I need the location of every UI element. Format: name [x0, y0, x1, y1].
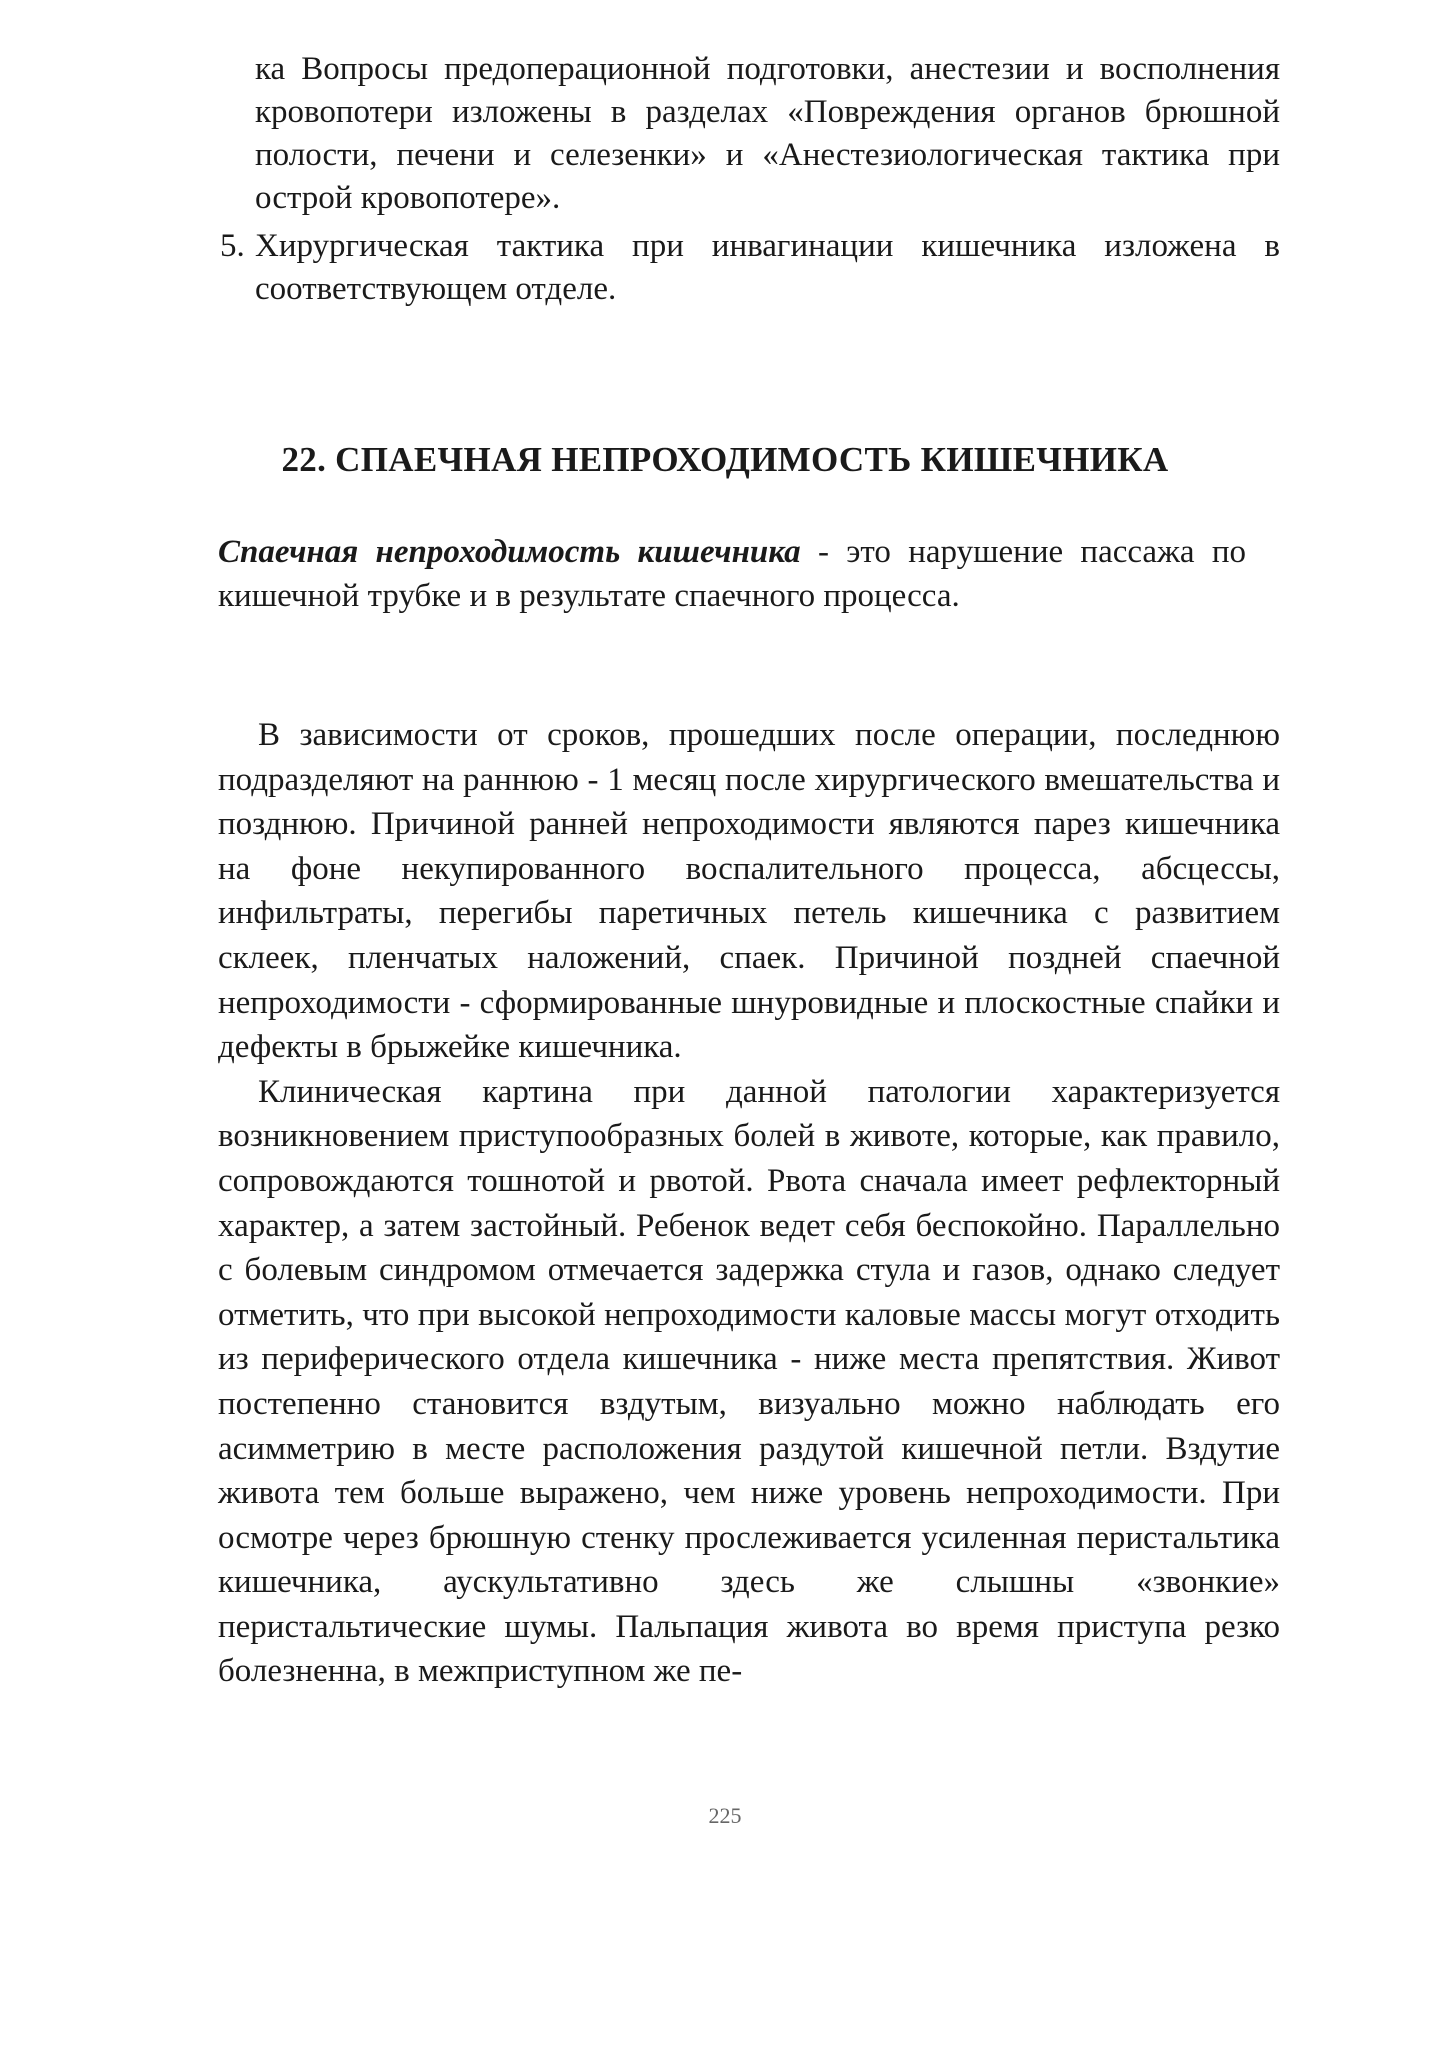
continuation-paragraph: ка Вопросы предоперационной подготовки, анестезии и восполнения кровопотери изложены в разделах «Повреждения органов брюшной полости, печени и селезенки» и «Анестезиологическая тактика при острой кровопотере». [255, 51, 1280, 216]
page-number: 225 [708, 1803, 742, 1828]
body-text [218, 713, 1280, 1694]
definition-paragraph [218, 530, 1246, 618]
body-paragraph-2: Клиническая картина при данной патологии характеризуется возникновением приступообразных болей в животе, которые, как правило, сопровождаются тошнотой и рвотой. Рвота сначала имеет рефлекторный характер, а затем застойный. Ребенок ведет себя беспокойно. Параллельно с болевым синдромом отмечается задержка стула и газов, однако следует отметить, что при высокой непроходимости каловые массы могут отходить из периферического отдела кишечника - ниже места препятствия. Живот постепенно становится вздутым, визуально можно наблюдать его асимметрию в месте расположения раздутой кишечной петли. Вздутие живота тем больше выражено, чем ниже уровень непроходимости. При осмотре через брюшную стенку прослеживается усиленная перистальтика кишечника, аускультативно здесь же слышны «звонкие» перистальтические шумы. Пальпация живота во время приступа резко болезненна, в межприступном же пе- [218, 1073, 1280, 1690]
definition-text: - это нарушение пассажа по кишечной трубке и в результате спаечного процесса. [218, 534, 1247, 614]
list-item-5 [220, 225, 1280, 311]
definition-term: Спаечная непроходимость кишечника [218, 534, 801, 570]
list-item-text: Хирургическая тактика при инвагинации кишечника изложена в соответствующем отделе. [255, 228, 1280, 307]
section-title: 22. СПАЕЧНАЯ НЕПРОХОДИМОСТЬ КИШЕЧНИКА [281, 440, 1169, 479]
body-paragraph-1: В зависимости от сроков, прошедших после операции, последнюю подразделяют на раннюю - 1 месяц после хирургического вмешательства и позднюю. Причиной ранней непроходимости являются парез кишечника на фоне некупированного воспалительного процесса, абсцессы, инфильтраты, перегибы паретичных петель кишечника с развитием склеек, пленчатых наложений, спаек. Причиной поздней спаечной непроходимости - сформированные шнуровидные и плоскостные спайки и дефекты в брыжейке кишечника. [218, 717, 1280, 1066]
list-item-number: 5. [220, 228, 245, 264]
